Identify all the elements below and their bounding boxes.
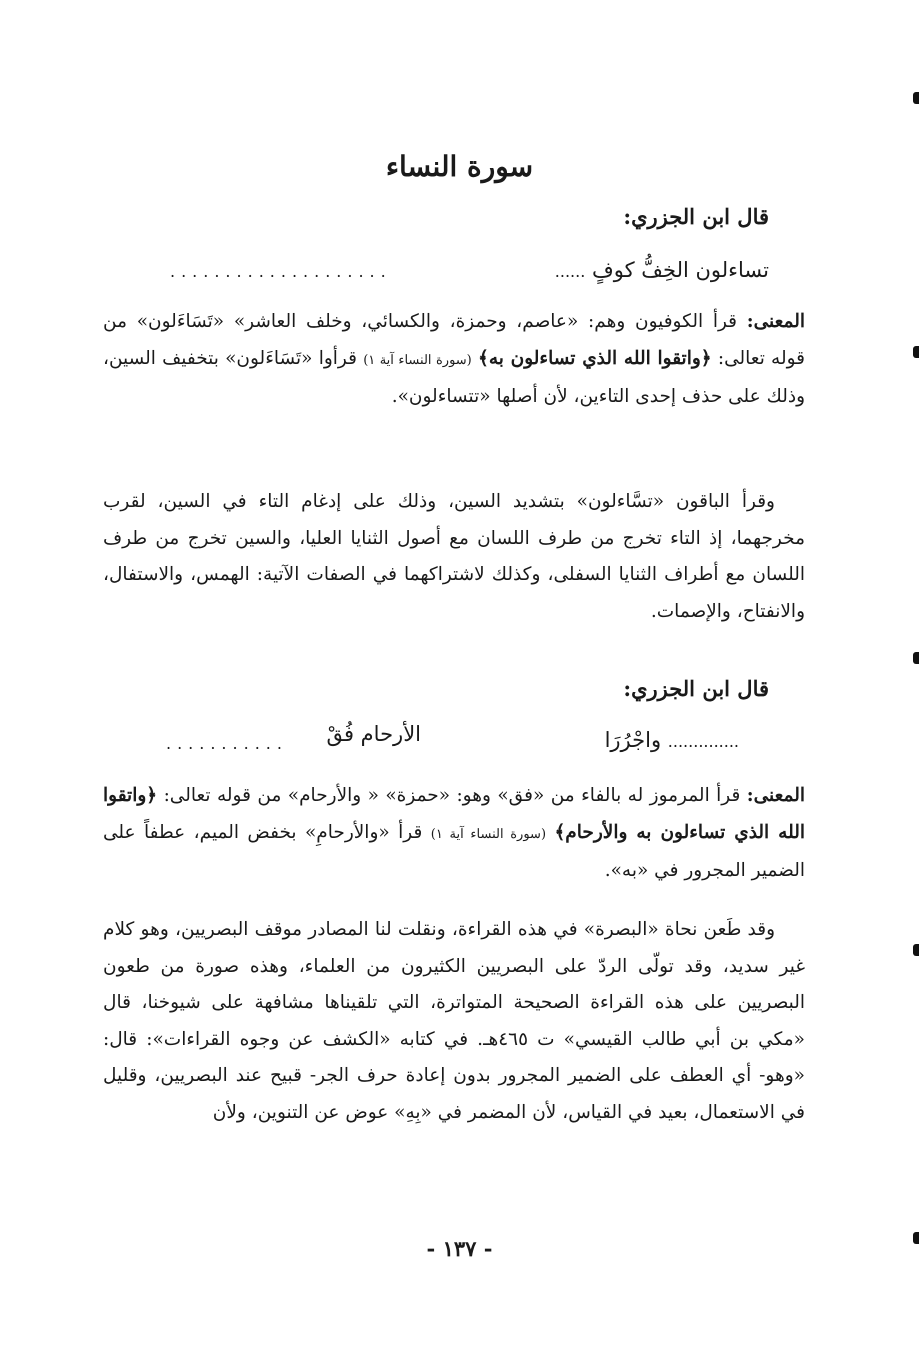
verse-dots: .............. [667,732,739,751]
surah-reference: (سورة النساء آية ١) [430,826,547,842]
paragraph-4: وقد طَعن نحاة «البصرة» في هذه القراءة، ونقلت لنا المصادر موقف البصريين، وهو كلام غير سديد، وقد تولّى الردّ على البصريين الكثيرون من العلماء، وهذه صورة من طعون البصريين على هذه القراءة الصحيحة المتواترة، التي تلقيناها مشافهة على شيوخنا، قال «مكي بن أبي طالب القيسي» ت ٤٦٥هـ. في كتابه «الكشف عن وجوه القراءات»: قال: «وهو- أي العطف على الضمير المجرور بدون إعادة حرف الجر- قبيح عند البصريين، وقليل في الاستعمال، بعيد في القياس، لأن المضمر في «بِهِ» عوض عن التنوين، ولأن [103,919,805,1123]
paragraph-2: وقرأ الباقون «تسَّاءلون» بتشديد السين، وذلك على إدغام التاء في السين، لقرب مخرجهما، إذ التاء تخرج من طرف اللسان مع أصول الثنايا العليا، والسين تخرج من طرف اللسان مع أطراف الثنايا السفلى، وكذلك لاشتراكهما في الصفات الآتية: الهمس، والاستفال، والانفتاح، والإصمات. [103,491,805,622]
paragraph-text: قرأ المرموز له بالفاء من «فق» وهو: «حمزة» « والأرحام» من قوله تعالى: [163,785,741,806]
margin-mark [913,652,919,664]
page-number: - ١٣٧ - [426,1236,493,1261]
paragraph-text: قرأوا «تَسَاءَلون» بتخفيف السين، وذلك على حذف إحدى التاءين، لأن أصلها «تتساءلون». [103,347,805,407]
section-heading-2: قال ابن الجزري: [623,676,769,701]
meaning-paragraph-2 [103,778,805,890]
verse-line-1 [555,258,769,282]
paragraph-text: قرأ الكوفيون وهم: «عاصم، وحمزة، والكسائي، وخلف العاشر» «تَسَاءَلون» من قوله تعالى: [103,311,806,369]
verse-line-2 [605,728,739,752]
paragraph-text: قرأ «والأرحامِ» بخفض الميم، عطفاً على الضمير المجرور في «به». [103,821,805,881]
verse-word-2-wrap [326,722,421,746]
margin-mark [913,92,919,104]
surah-reference: (سورة النساء آية ١) [363,352,472,368]
verse-word: الأرحام فُقْ [326,722,421,746]
meaning-paragraph-1 [103,304,805,416]
meaning-label: المعنى: [746,311,805,332]
page-title: سورة النساء [385,150,534,183]
verse-dots-left: .................... [170,262,392,281]
quran-quote: ﴿واتقوا الله الذي تساءلون به والأرحام﴾ [103,785,805,843]
verse-word: واجْرُرَا [604,728,662,752]
section-heading-1: قال ابن الجزري: [623,204,769,229]
margin-mark [913,346,919,358]
verse-dots-left: ........... [166,734,288,753]
verse-text: تساءلون الخِفُّ كوفٍ [591,258,769,282]
meaning-label: المعنى: [746,785,805,806]
margin-mark [913,944,919,956]
verse-dots: ...... [554,262,586,281]
quran-quote: ﴿واتقوا الله الذي تساءلون به﴾ [477,347,712,369]
